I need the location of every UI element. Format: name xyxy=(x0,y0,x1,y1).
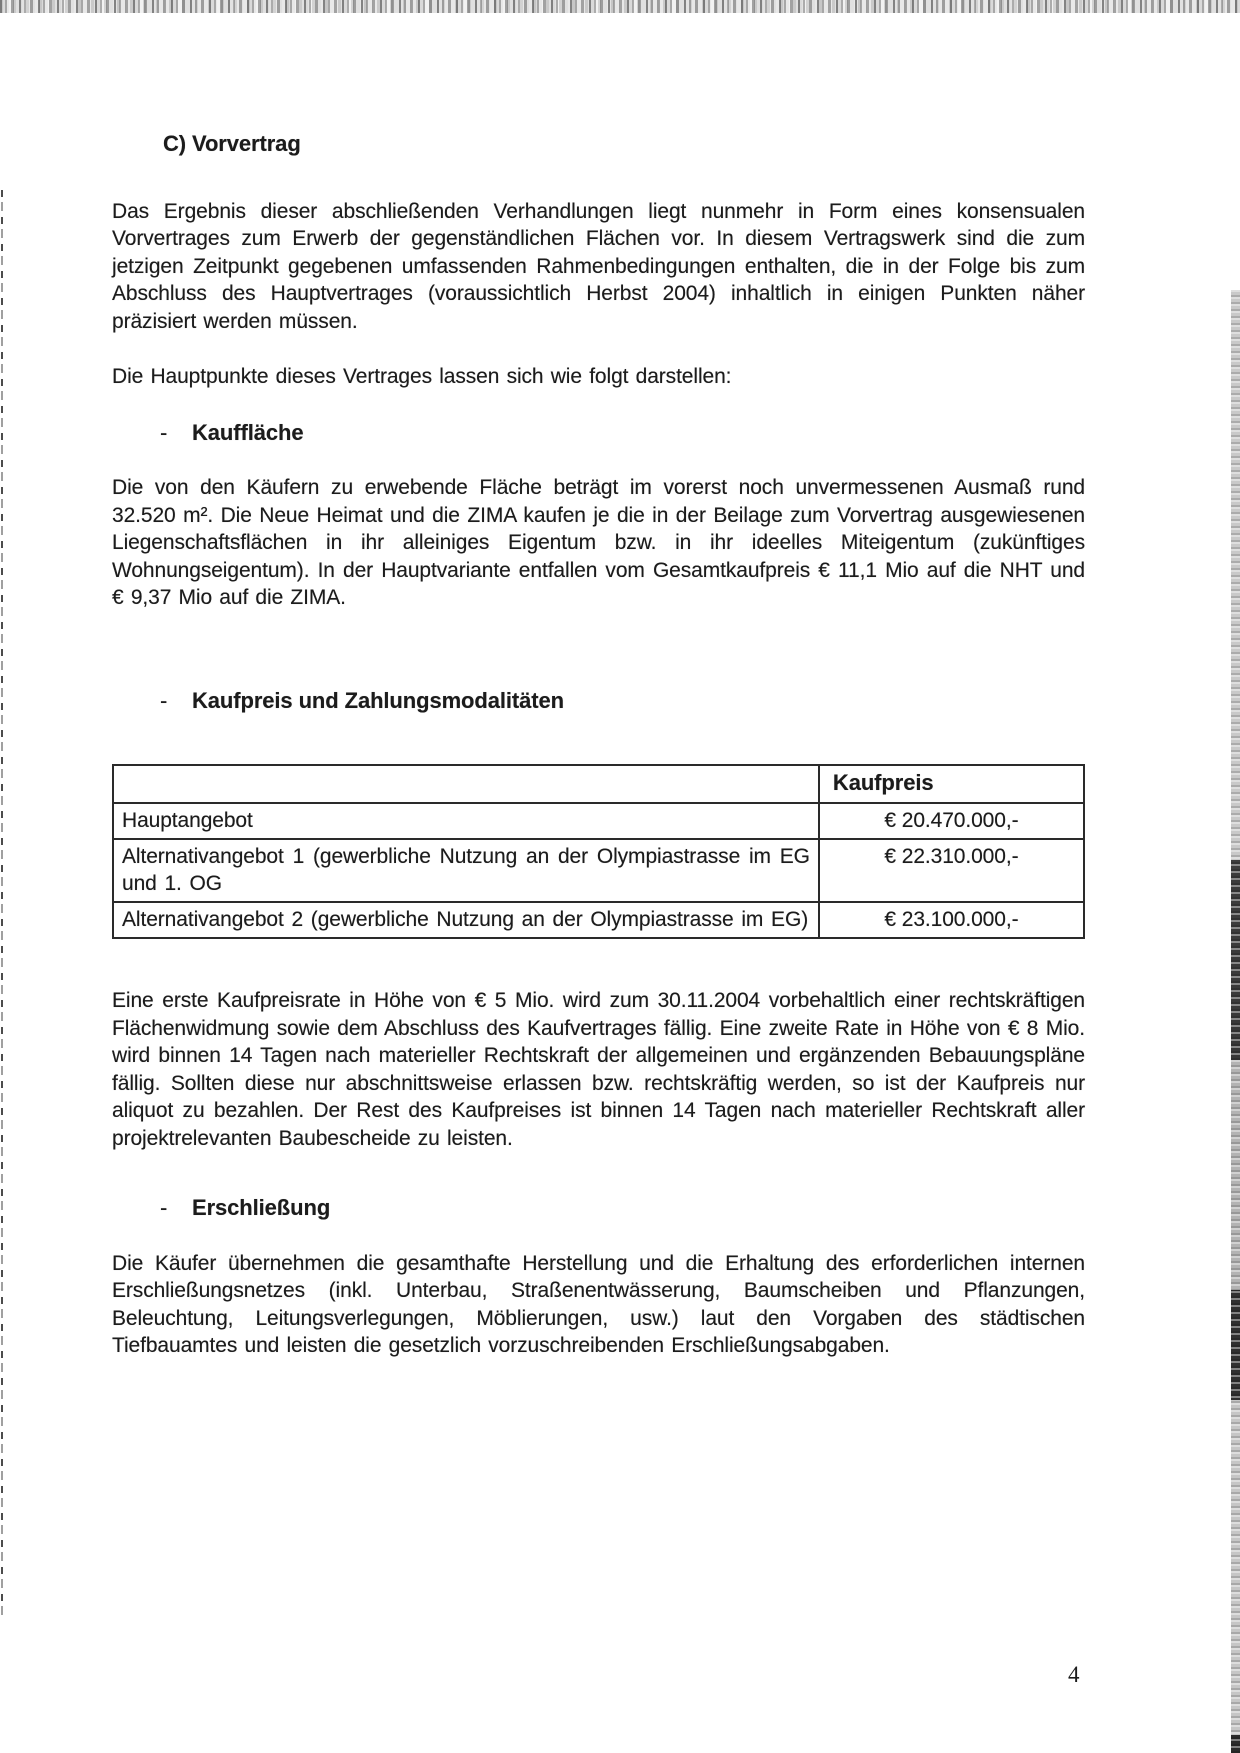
lead-in-paragraph: Die Hauptpunkte dieses Vertrages lassen sich wie folgt darstellen: xyxy=(112,365,732,388)
price-table xyxy=(112,764,1085,939)
bullet-label: Kaufpreis und Zahlungsmodalitäten xyxy=(192,687,564,713)
page-number: 4 xyxy=(1068,1662,1080,1687)
scan-edge-line xyxy=(1,190,3,1620)
table-header-row xyxy=(113,765,1084,803)
scan-noise-band xyxy=(0,0,1240,13)
bullet-dash: - xyxy=(160,419,168,445)
erschliessung-paragraph: Die Käufer übernehmen die gesamthafte Herstellung und die Erhaltung des erforderlichen internen Erschließungsnetzes (inkl. Unterbau, Straßenentwässerung, Baumscheiben und Pflanzungen, Beleuchtung, Leitungsverlegungen, Möblierungen, usw.) laut den Vorgaben des städtischen Tiefbauamtes und leisten die gesetzlich vorzuschreibenden Erschließungsabgaben. xyxy=(112,1251,1085,1357)
table-header-kaufpreis: Kaufpreis xyxy=(819,765,1084,803)
kaufpreisraten-paragraph: Eine erste Kaufpreisrate in Höhe von € 5 Mio. wird zum 30.11.2004 vorbehaltlich einer rechtskräftigen Flächenwidmung sowie dem Abschluss des Kaufvertrages fällig. Eine zweite Rate in Höhe von € 8 Mio. wird binnen 14 Tagen nach materieller Rechtskraft der allgemeinen und ergänzenden Bebauungspläne fällig. Sollten diese nur abschnittsweise erlassen bzw. rechtskräftig werden, so ist der Kaufpreis nur aliquot zu bezahlen. Der Rest des Kaufpreises ist binnen 14 Tagen nach materieller Rechtskraft aller projektrelevanten Baubescheide zu leisten. xyxy=(112,989,1085,1150)
bullet-heading-erschliessung xyxy=(112,1194,1085,1222)
table-header-empty-cell xyxy=(113,765,819,803)
offer-cell: Alternativangebot 1 (gewerbliche Nutzung an der Olympiastrasse im EG und 1. OG xyxy=(113,839,819,902)
table-row xyxy=(113,902,1084,938)
price-cell: € 22.310.000,- xyxy=(819,839,1084,902)
offer-cell: Alternativangebot 2 (gewerbliche Nutzung an der Olympiastrasse im EG) xyxy=(113,902,819,938)
section-heading: C) Vorvertrag xyxy=(163,131,301,156)
offer-cell: Hauptangebot xyxy=(113,803,819,839)
document-content xyxy=(112,130,1085,1360)
price-cell: € 20.470.000,- xyxy=(819,803,1084,839)
bullet-heading-kaufflaeche xyxy=(112,419,1085,447)
scan-binding-strip xyxy=(1231,290,1240,1753)
bullet-label: Kauffläche xyxy=(192,419,304,445)
bullet-dash: - xyxy=(160,1195,168,1220)
kaufflaeche-paragraph: Die von den Käufern zu erwebende Fläche beträgt im vorerst noch unvermessenen Ausmaß rund 32.520 m². Die Neue Heimat und die ZIMA kaufen je die in der Beilage zum Vorvertrag ausgewiesenen Liegenschaftsflächen in ihr alleiniges Eigentum bzw. in ihr ideelles Miteigentum (zukünftiges Wohnungseigentum). In der Hauptvariante entfallen vom Gesamtkaufpreis € 11,1 Mio auf die NHT und € 9,37 Mio auf die ZIMA. xyxy=(112,476,1085,609)
bullet-dash: - xyxy=(160,687,168,713)
intro-paragraph: Das Ergebnis dieser abschließenden Verhandlungen liegt nunmehr in Form eines konsensualen Vorvertrages zum Erwerb der gegenständlichen Flächen vor. In diesem Vertragswerk sind die zum jetzigen Zeitpunkt gegebenen umfassenden Rahmenbedingungen enthalten, die in der Folge bis zum Abschluss des Hauptvertrages (voraussichtlich Herbst 2004) inhaltlich in einigen Punkten näher präzisiert werden müssen. xyxy=(112,199,1085,333)
bullet-label: Erschließung xyxy=(192,1195,331,1220)
table-row xyxy=(113,839,1084,902)
bullet-heading-kaufpreis xyxy=(112,687,1085,715)
table-row xyxy=(113,803,1084,839)
price-cell: € 23.100.000,- xyxy=(819,902,1084,938)
